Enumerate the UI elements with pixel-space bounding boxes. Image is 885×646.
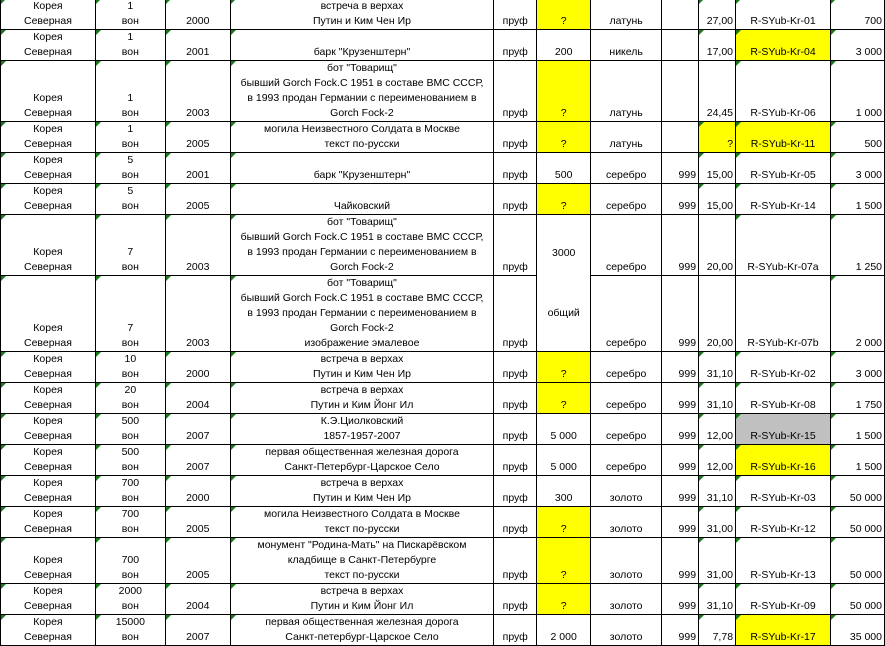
fineness-cell[interactable]: 999	[662, 538, 699, 584]
price-cell[interactable]: 1 500	[830, 414, 884, 445]
table-row	[1, 507, 885, 538]
mintage-cell[interactable]: ?	[537, 584, 591, 615]
fineness-cell[interactable]	[662, 61, 699, 122]
description-cell[interactable]: первая общественная железная дорога Санкт-петербург-Царское Село	[230, 615, 494, 646]
weight-cell[interactable]: 24,45	[699, 61, 736, 122]
catalog-code-cell[interactable]: R-SYub-Kr-03	[736, 476, 831, 507]
year-cell[interactable]: 2003	[165, 61, 230, 122]
table-row	[1, 476, 885, 507]
weight-cell[interactable]: 31,00	[699, 507, 736, 538]
description-cell[interactable]: встреча в верхах Путин и Ким Чен Ир	[230, 0, 494, 30]
description-cell[interactable]: могила Неизвестного Солдата в Москве текст по-русски	[230, 122, 494, 153]
fineness-cell[interactable]: 999	[662, 352, 699, 383]
weight-cell[interactable]: ?	[699, 122, 736, 153]
description-cell[interactable]: Чайковский	[230, 184, 494, 215]
weight-cell[interactable]: 15,00	[699, 184, 736, 215]
weight-cell[interactable]: 7,78	[699, 615, 736, 646]
mintage-cell[interactable]: 2 000	[537, 615, 591, 646]
year-cell[interactable]: 2005	[165, 538, 230, 584]
nominal-cell[interactable]: 7 вон	[95, 215, 165, 276]
price-cell[interactable]: 500	[830, 122, 884, 153]
catalog-code-cell[interactable]: R-SYub-Kr-09	[736, 584, 831, 615]
mintage-cell[interactable]: ?	[537, 184, 591, 215]
weight-cell[interactable]: 17,00	[699, 30, 736, 61]
year-cell[interactable]: 2004	[165, 383, 230, 414]
country-cell[interactable]: Корея Северная	[1, 476, 96, 507]
description-cell[interactable]: могила Неизвестного Солдата в Москве текст по-русски	[230, 507, 494, 538]
year-cell[interactable]: 2007	[165, 445, 230, 476]
mintage-cell[interactable]: ?	[537, 352, 591, 383]
metal-cell[interactable]: золото	[591, 584, 662, 615]
mintage-cell[interactable]: 300	[537, 476, 591, 507]
table-row	[1, 61, 885, 122]
nominal-cell[interactable]: 700 вон	[95, 538, 165, 584]
metal-cell[interactable]: золото	[591, 507, 662, 538]
table-row	[1, 445, 885, 476]
nominal-cell[interactable]: 1 вон	[95, 0, 165, 30]
quality-cell[interactable]: пруф	[494, 414, 537, 445]
metal-cell[interactable]: латунь	[591, 122, 662, 153]
catalog-code-cell[interactable]: R-SYub-Kr-04	[736, 30, 831, 61]
year-cell[interactable]: 2007	[165, 414, 230, 445]
catalog-code-cell[interactable]: R-SYub-Kr-01	[736, 0, 831, 30]
nominal-cell[interactable]: 5 вон	[95, 184, 165, 215]
table-row	[1, 276, 885, 352]
year-cell[interactable]: 2004	[165, 584, 230, 615]
quality-cell[interactable]: пруф	[494, 352, 537, 383]
mintage-cell[interactable]: ?	[537, 122, 591, 153]
country-cell[interactable]: Корея Северная	[1, 507, 96, 538]
nominal-cell[interactable]: 10 вон	[95, 352, 165, 383]
price-cell[interactable]: 3 000	[830, 352, 884, 383]
metal-cell[interactable]: серебро	[591, 445, 662, 476]
description-cell[interactable]: бот "Товарищ" бывший Gorch Fock.С 1951 в составе ВМС СССР, в 1993 продан Германии с переименованием в Gorch Fock-2	[230, 215, 494, 276]
mintage-shared-note: общий	[547, 306, 580, 319]
price-cell[interactable]: 1 750	[830, 383, 884, 414]
quality-cell[interactable]: пруф	[494, 476, 537, 507]
mintage-cell[interactable]: 5 000	[537, 414, 591, 445]
nominal-cell[interactable]: 15000 вон	[95, 615, 165, 646]
metal-cell[interactable]: серебро	[591, 414, 662, 445]
weight-cell[interactable]: 31,00	[699, 538, 736, 584]
mintage-cell[interactable]: 200	[537, 30, 591, 61]
fineness-cell[interactable]: 999	[662, 215, 699, 276]
metal-cell[interactable]: серебро	[591, 215, 662, 276]
price-cell[interactable]: 1 500	[830, 445, 884, 476]
table-row	[1, 352, 885, 383]
price-cell[interactable]: 1 250	[830, 215, 884, 276]
metal-cell[interactable]: серебро	[591, 184, 662, 215]
country-cell[interactable]: Корея Северная	[1, 352, 96, 383]
fineness-cell[interactable]: 999	[662, 153, 699, 184]
country-cell[interactable]: Корея Северная	[1, 0, 96, 30]
country-cell[interactable]: Корея Северная	[1, 122, 96, 153]
quality-cell[interactable]: пруф	[494, 30, 537, 61]
metal-cell[interactable]: латунь	[591, 61, 662, 122]
catalog-code-cell[interactable]: R-SYub-Kr-06	[736, 61, 831, 122]
year-cell[interactable]: 2005	[165, 122, 230, 153]
country-cell[interactable]: Корея Северная	[1, 615, 96, 646]
price-cell[interactable]: 50 000	[830, 538, 884, 584]
price-cell[interactable]: 50 000	[830, 476, 884, 507]
year-cell[interactable]: 2003	[165, 215, 230, 276]
year-cell[interactable]: 2007	[165, 615, 230, 646]
catalog-code-cell[interactable]: R-SYub-Kr-02	[736, 352, 831, 383]
weight-cell[interactable]: 15,00	[699, 153, 736, 184]
table-row	[1, 184, 885, 215]
price-cell[interactable]: 3 000	[830, 30, 884, 61]
mintage-cell[interactable]: 500	[537, 153, 591, 184]
table-row	[1, 584, 885, 615]
table-row	[1, 122, 885, 153]
metal-cell[interactable]: латунь	[591, 0, 662, 30]
catalog-code-cell[interactable]: R-SYub-Kr-08	[736, 383, 831, 414]
quality-cell[interactable]: пруф	[494, 584, 537, 615]
nominal-cell[interactable]: 20 вон	[95, 383, 165, 414]
nominal-cell[interactable]: 7 вон	[95, 276, 165, 352]
catalog-code-cell[interactable]: R-SYub-Kr-07a	[736, 215, 831, 276]
catalog-code-cell[interactable]: R-SYub-Kr-13	[736, 538, 831, 584]
price-cell[interactable]: 1 000	[830, 61, 884, 122]
weight-cell[interactable]: 12,00	[699, 445, 736, 476]
year-cell[interactable]: 2001	[165, 30, 230, 61]
nominal-cell[interactable]: 1 вон	[95, 30, 165, 61]
fineness-cell[interactable]: 999	[662, 276, 699, 352]
year-cell[interactable]: 2005	[165, 184, 230, 215]
catalog-code-cell[interactable]: R-SYub-Kr-05	[736, 153, 831, 184]
table-row	[1, 538, 885, 584]
mintage-value: 3000	[552, 246, 576, 259]
year-cell[interactable]: 2003	[165, 276, 230, 352]
fineness-cell[interactable]	[662, 0, 699, 30]
quality-cell[interactable]: пруф	[494, 445, 537, 476]
price-cell[interactable]: 700	[830, 0, 884, 30]
quality-cell[interactable]: пруф	[494, 276, 537, 352]
catalog-code-cell[interactable]: R-SYub-Kr-16	[736, 445, 831, 476]
weight-cell[interactable]: 27,00	[699, 0, 736, 30]
quality-cell[interactable]: пруф	[494, 538, 537, 584]
year-cell[interactable]: 2001	[165, 153, 230, 184]
description-cell[interactable]: барк "Крузенштерн"	[230, 153, 494, 184]
mintage-cell[interactable]: ?	[537, 0, 591, 30]
country-cell[interactable]: Корея Северная	[1, 153, 96, 184]
table-row	[1, 215, 885, 276]
mintage-cell[interactable]: 5 000	[537, 445, 591, 476]
description-cell[interactable]: барк "Крузенштерн"	[230, 30, 494, 61]
table-row	[1, 153, 885, 184]
price-cell[interactable]: 50 000	[830, 507, 884, 538]
table-row	[1, 0, 885, 30]
fineness-cell[interactable]: 999	[662, 476, 699, 507]
metal-cell[interactable]: золото	[591, 615, 662, 646]
country-cell[interactable]: Корея Северная	[1, 215, 96, 276]
quality-cell[interactable]: пруф	[494, 507, 537, 538]
country-cell[interactable]: Корея Северная	[1, 61, 96, 122]
description-cell[interactable]: К.Э.Циолковский 1857-1957-2007	[230, 414, 494, 445]
metal-cell[interactable]: серебро	[591, 383, 662, 414]
country-cell[interactable]: Корея Северная	[1, 30, 96, 61]
country-cell[interactable]: Корея Северная	[1, 445, 96, 476]
year-cell[interactable]: 2000	[165, 476, 230, 507]
quality-cell[interactable]: пруф	[494, 0, 537, 30]
mintage-cell[interactable]: ?	[537, 383, 591, 414]
description-cell[interactable]: встреча в верхах Путин и Ким Йонг Ил	[230, 584, 494, 615]
table-row	[1, 414, 885, 445]
year-cell[interactable]: 2005	[165, 507, 230, 538]
catalog-code-cell[interactable]: R-SYub-Kr-07b	[736, 276, 831, 352]
table-row	[1, 383, 885, 414]
country-cell[interactable]: Корея Северная	[1, 184, 96, 215]
metal-cell[interactable]: золото	[591, 476, 662, 507]
weight-cell[interactable]: 31,10	[699, 383, 736, 414]
table-row	[1, 615, 885, 646]
description-cell[interactable]: монумент "Родина-Мать" на Пискарёвском кладбище в Санкт-Петербурге текст по-русски	[230, 538, 494, 584]
fineness-cell[interactable]: 999	[662, 383, 699, 414]
quality-cell[interactable]: пруф	[494, 215, 537, 276]
price-cell[interactable]: 35 000	[830, 615, 884, 646]
fineness-cell[interactable]	[662, 122, 699, 153]
mintage-cell[interactable]: ?	[537, 507, 591, 538]
catalog-code-cell[interactable]: R-SYub-Kr-17	[736, 615, 831, 646]
mintage-cell[interactable]	[537, 215, 591, 352]
price-cell[interactable]: 3 000	[830, 153, 884, 184]
country-cell[interactable]: Корея Северная	[1, 414, 96, 445]
nominal-cell[interactable]: 700 вон	[95, 507, 165, 538]
table-row	[1, 30, 885, 61]
fineness-cell[interactable]: 999	[662, 584, 699, 615]
nominal-cell[interactable]: 500 вон	[95, 445, 165, 476]
description-cell[interactable]: первая общественная железная дорога Санкт-Петербург-Царское Село	[230, 445, 494, 476]
nominal-cell[interactable]: 500 вон	[95, 414, 165, 445]
fineness-cell[interactable]: 999	[662, 184, 699, 215]
nominal-cell[interactable]: 1 вон	[95, 61, 165, 122]
metal-cell[interactable]: серебро	[591, 352, 662, 383]
weight-cell[interactable]: 31,10	[699, 584, 736, 615]
catalog-code-cell[interactable]: R-SYub-Kr-15	[736, 414, 831, 445]
fineness-cell[interactable]: 999	[662, 507, 699, 538]
country-cell[interactable]: Корея Северная	[1, 383, 96, 414]
description-cell[interactable]: встреча в верхах Путин и Ким Чен Ир	[230, 476, 494, 507]
catalog-code-cell[interactable]: R-SYub-Kr-12	[736, 507, 831, 538]
mintage-cell[interactable]: ?	[537, 538, 591, 584]
metal-cell[interactable]: серебро	[591, 276, 662, 352]
nominal-cell[interactable]: 5 вон	[95, 153, 165, 184]
mintage-cell[interactable]: ?	[537, 61, 591, 122]
fineness-cell[interactable]: 999	[662, 615, 699, 646]
quality-cell[interactable]: пруф	[494, 383, 537, 414]
quality-cell[interactable]: пруф	[494, 122, 537, 153]
catalog-code-cell[interactable]: R-SYub-Kr-14	[736, 184, 831, 215]
price-cell[interactable]: 2 000	[830, 276, 884, 352]
nominal-cell[interactable]: 2000 вон	[95, 584, 165, 615]
weight-cell[interactable]: 31,10	[699, 352, 736, 383]
weight-cell[interactable]: 20,00	[699, 215, 736, 276]
metal-cell[interactable]: никель	[591, 30, 662, 61]
year-cell[interactable]: 2000	[165, 352, 230, 383]
nominal-cell[interactable]: 700 вон	[95, 476, 165, 507]
weight-cell[interactable]: 31,10	[699, 476, 736, 507]
description-cell[interactable]: бот "Товарищ" бывший Gorch Fock.С 1951 в составе ВМС СССР, в 1993 продан Германии с переименованием в Gorch Fock-2 изображение эмалевое	[230, 276, 494, 352]
nominal-cell[interactable]: 1 вон	[95, 122, 165, 153]
country-cell[interactable]: Корея Северная	[1, 276, 96, 352]
description-cell[interactable]: бот "Товарищ" бывший Gorch Fock.С 1951 в составе ВМС СССР, в 1993 продан Германии с переименованием в Gorch Fock-2	[230, 61, 494, 122]
quality-cell[interactable]: пруф	[494, 61, 537, 122]
price-cell[interactable]: 1 500	[830, 184, 884, 215]
country-cell[interactable]: Корея Северная	[1, 584, 96, 615]
price-cell[interactable]: 50 000	[830, 584, 884, 615]
fineness-cell[interactable]	[662, 30, 699, 61]
fineness-cell[interactable]: 999	[662, 445, 699, 476]
country-cell[interactable]: Корея Северная	[1, 538, 96, 584]
quality-cell[interactable]: пруф	[494, 184, 537, 215]
quality-cell[interactable]: пруф	[494, 153, 537, 184]
weight-cell[interactable]: 12,00	[699, 414, 736, 445]
description-cell[interactable]: встреча в верхах Путин и Ким Чен Ир	[230, 352, 494, 383]
catalog-code-cell[interactable]: R-SYub-Kr-11	[736, 122, 831, 153]
quality-cell[interactable]: пруф	[494, 615, 537, 646]
metal-cell[interactable]: золото	[591, 538, 662, 584]
metal-cell[interactable]: серебро	[591, 153, 662, 184]
weight-cell[interactable]: 20,00	[699, 276, 736, 352]
description-cell[interactable]: встреча в верхах Путин и Ким Йонг Ил	[230, 383, 494, 414]
fineness-cell[interactable]: 999	[662, 414, 699, 445]
year-cell[interactable]: 2000	[165, 0, 230, 30]
